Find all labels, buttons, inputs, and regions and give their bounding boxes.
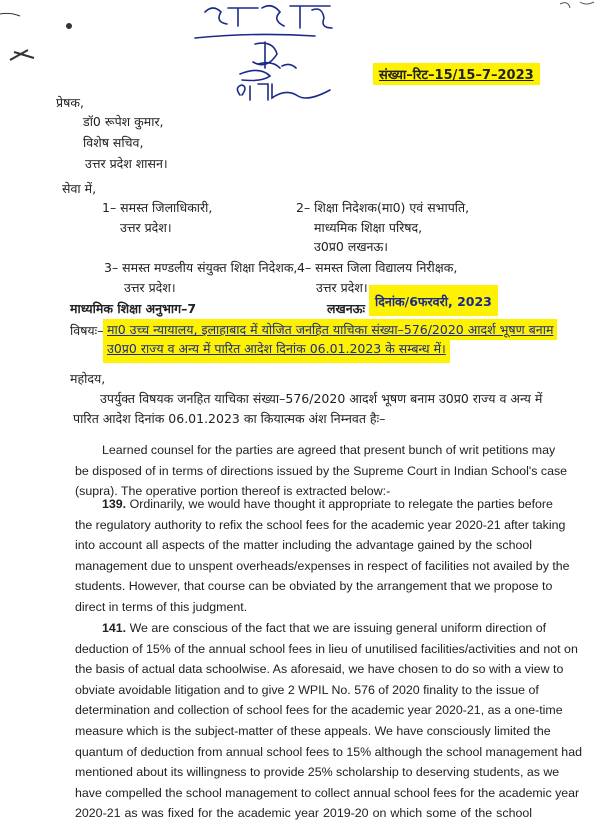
recipient-2-line-3: उ0प्र0 लखनऊ। [314, 239, 389, 254]
text-line: Learned counsel for the parties are agreed that present bunch of writ petitions may [102, 443, 556, 457]
sender-designation: विशेष सचिव, [83, 135, 144, 150]
text-line: students. However, that course can be obviated by the arrangement that we propose to [75, 579, 553, 594]
text-line [75, 494, 553, 515]
text-line: measure which is the subject-matter of these appeals. We have consciously limited the [75, 723, 551, 738]
place: लखनऊः [327, 301, 365, 316]
recipient-4-line-2: उत्तर प्रदेश। [316, 280, 368, 295]
text-line: deduction of 15% of the annual school fees in lieu of unutilised facilities/activities and not on [75, 641, 578, 656]
quoted-paragraph-139 [75, 494, 570, 618]
recipient-3-line-2: उत्तर प्रदेश। [124, 280, 176, 295]
recipients-label: सेवा में, [62, 181, 97, 196]
subject-label: विषयः– [70, 323, 104, 338]
text-line: management due to unspent overheads/expenses in respect of facilities not availed by the [75, 558, 570, 573]
text-line: obviate avoidable litigation and to give 2 WPIL No. 576 of 2020 finality to the issue of [75, 682, 539, 697]
intro-line-1: उपर्युक्त विषयक जनहित याचिका संख्या–576/2020 आदर्श भूषण बनाम उ0प्र0 राज्य व अन्य में [100, 391, 543, 406]
text-line: mentioned about its willingness to provide 25% scholarship to deserving students, as we [75, 765, 560, 780]
sender-office: उत्तर प्रदेश शासन। [85, 156, 168, 171]
paragraph-number: 139. [102, 497, 127, 511]
salutation: महोदय, [70, 371, 106, 386]
recipient-2-line-2: माध्यमिक शिक्षा परिषद, [314, 220, 423, 235]
text-line: the regulatory authority to refix the school fees for the academic year 2020-21 after taking [75, 517, 566, 532]
quoted-paragraph-141 [75, 618, 582, 824]
section-name: माध्यमिक शिक्षा अनुभाग–7 [70, 301, 197, 316]
text-line: determination and collection of school fees for the academic year 2020-21, as a one-time [75, 703, 563, 718]
letter-date: दिनांक/6फरवरी, 2023 [369, 285, 498, 316]
text-line: direct in terms of this judgment. [75, 599, 248, 614]
text-line: 2020-21 as was fixed for the academic year 2019-20 on which some of the school [75, 806, 532, 821]
reference-number: संख्या–रिट–15/15–7–2023 [373, 63, 540, 85]
text-line: (supra). The operative portion thereof is extracted below:- [75, 484, 391, 499]
text-line: have compelled the school management to collect annual school fees for the academic year [75, 785, 580, 800]
recipient-4-line-1: 4– समस्त जिला विद्यालय निरीक्षक, [297, 260, 458, 275]
text-line [75, 618, 547, 639]
subject-line-1: मा0 उच्च न्यायालय, इलाहाबाद में योजित जनहित याचिका संख्या–576/2020 आदर्श भूषण बनाम [103, 319, 557, 340]
handwritten-annotations [0, 0, 606, 120]
text-line: be disposed of in terms of directions issued by the Supreme Court in Indian School's case [75, 463, 568, 478]
text-span: Ordinarily, we would have thought it appropriate to relegate the parties before [129, 497, 553, 511]
recipient-1-line-1: 1– समस्त जिलाधिकारी, [102, 200, 213, 215]
recipient-2-line-1: 2– शिक्षा निदेशक(मा0) एवं सभापति, [296, 200, 470, 215]
recipient-3-line-1: 3– समस्त मण्डलीय संयुक्त शिक्षा निदेशक, [104, 260, 298, 275]
quoted-paragraph-intro [75, 440, 568, 502]
text-line: into account all aspects of the matter including the advantage gained by the school [75, 538, 532, 553]
text-span: We are conscious of the fact that we are issuing general uniform direction of [129, 621, 547, 635]
sender-name: डॉ0 रूपेश कुमार, [83, 114, 164, 129]
intro-line-2: पारित आदेश दिनांक 06.01.2023 का कियात्मक अंश निम्नवत हैः– [73, 411, 386, 426]
text-line: quantum of deduction from annual school fees to 15% although the school management had [75, 744, 582, 759]
text-line: the basis of actual data schoolwise. As aforesaid, we have chosen to do so with a view to [75, 662, 564, 677]
sender-label: प्रेषक, [56, 95, 84, 110]
paragraph-number: 141. [102, 621, 127, 635]
recipient-1-line-2: उत्तर प्रदेश। [120, 220, 172, 235]
subject-line-2: उ0प्र0 राज्य व अन्य में पारित आदेश दिनांक 06.01.2023 के सम्बन्ध में। [103, 338, 450, 363]
